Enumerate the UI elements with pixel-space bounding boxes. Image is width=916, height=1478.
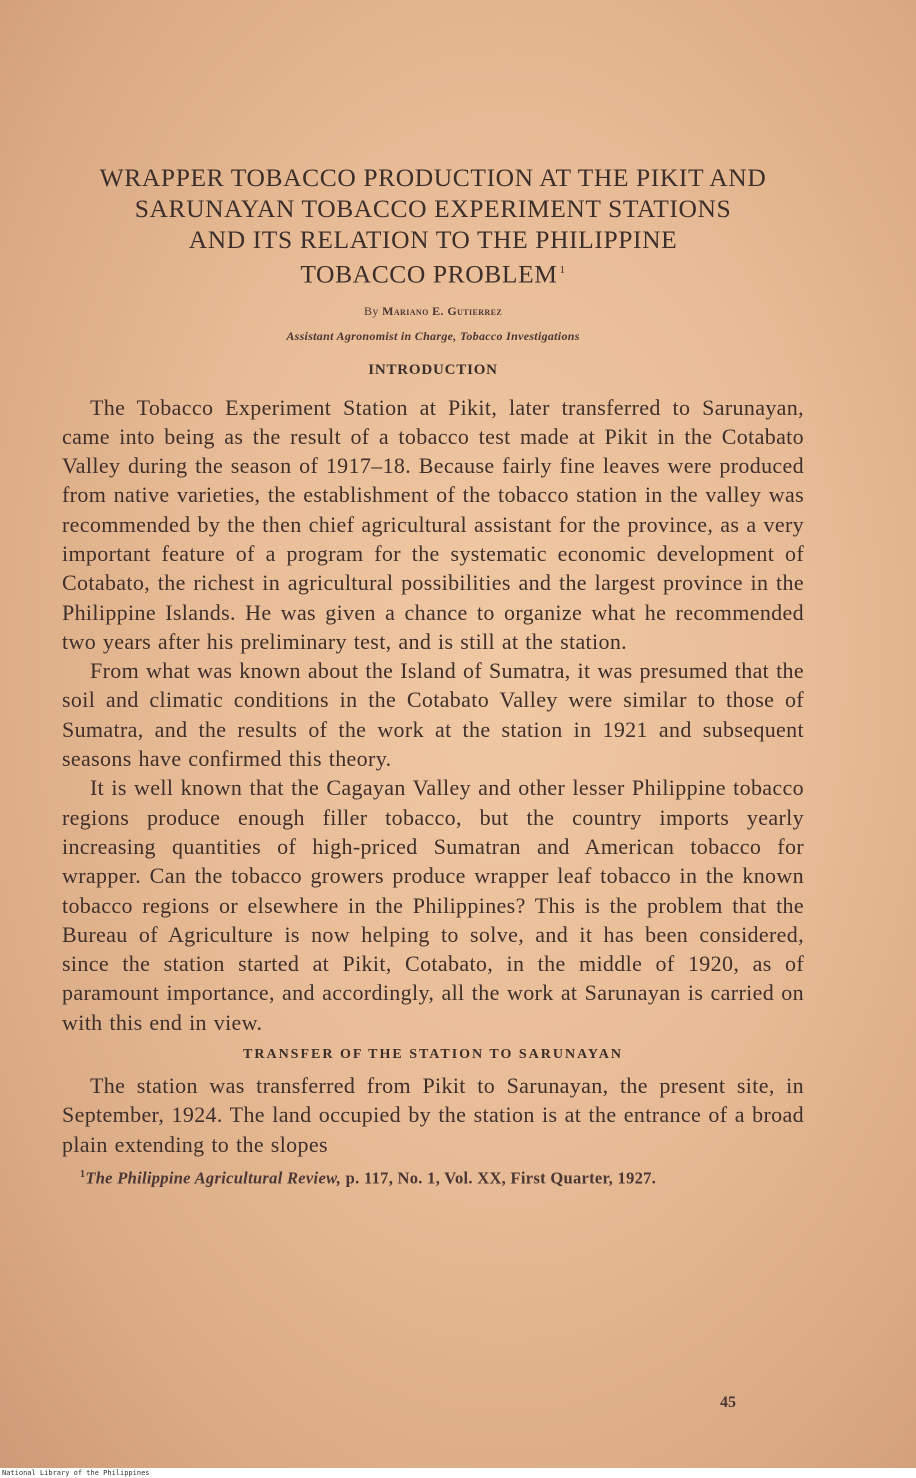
document-page [62,150,804,1190]
footnote-mark: 1 [80,1168,86,1180]
transfer-paragraph-1: The station was transferred from Pikit to Sarunayan, the present site, in September, 1924. The land occupied by the station is at the entrance of a broad plain extending to the slopes [62,1073,804,1157]
author-affiliation: Assistant Agronomist in Charge, Tobacco Investigations [286,328,580,343]
title-line-4: TOBACCO PROBLEM [300,259,558,289]
title-footnote-mark: 1 [559,264,566,276]
title-line-3: AND ITS RELATION TO THE PHILIPPINE [188,225,678,254]
title-line-2: SARUNAYAN TOBACCO EXPERIMENT STATIONS [134,194,732,223]
footnote [62,1163,804,1191]
footnote-details: p. 117, No. 1, Vol. XX, First Quarter, 1927. [345,1168,657,1188]
introduction-heading: INTRODUCTION [368,361,498,378]
library-credit: National Library of the Philippines [0,1468,916,1478]
byline-prefix: By [363,303,379,318]
author-name: Mariano E. Gutierrez [382,303,503,318]
intro-paragraph-1: The Tobacco Experiment Station at Pikit, later transferred to Sarunayan, came into being as the result of a tobacco test made at Pikit in the Cotabato Valley during the season of 1917–18. Because fairly fine leaves were produced from native varieties, the establishment of the tobacco station in the valley was recommended by the then chief agricultural assistant for the province, as a very important feature of a program for the systematic economic development of Cotabato, the richest in agricultural possibilities and the largest province in the Philippine Islands. He was given a chance to organize what he recommended two years after his preliminary test, and is still at the station. [62,394,804,654]
intro-paragraph-2: From what was known about the Island of Sumatra, it was presumed that the soil and climatic conditions in the Cotabato Valley were similar to those of Sumatra, and the results of the work at the station in 1921 and subsequent seasons have confirmed this theory. [62,658,804,772]
page-number: 45 [720,1394,736,1411]
byline [62,304,804,319]
title-line-1: WRAPPER TOBACCO PRODUCTION AT THE PIKIT AND [99,163,767,192]
footnote-journal: The Philippine Agricultural Review, [85,1168,342,1188]
transfer-heading: TRANSFER OF THE STATION TO SARUNAYAN [243,1047,623,1063]
intro-paragraph-3: It is well known that the Cagayan Valley and other lesser Philippine tobacco regions produce enough filler tobacco, but the country imports yearly increasing quantities of high-priced Sumatran and American tobacco for wrapper. Can the tobacco growers produce wrapper leaf tobacco in the known tobacco regions or elsewhere in the Philippines? This is the problem that the Bureau of Agriculture is now helping to solve, and it has been considered, since the station started at Pikit, Cotabato, in the middle of 1920, as of paramount importance, and accordingly, all the work at Sarunayan is carried on with this end in view. [62,775,804,1035]
article-title [62,162,804,290]
